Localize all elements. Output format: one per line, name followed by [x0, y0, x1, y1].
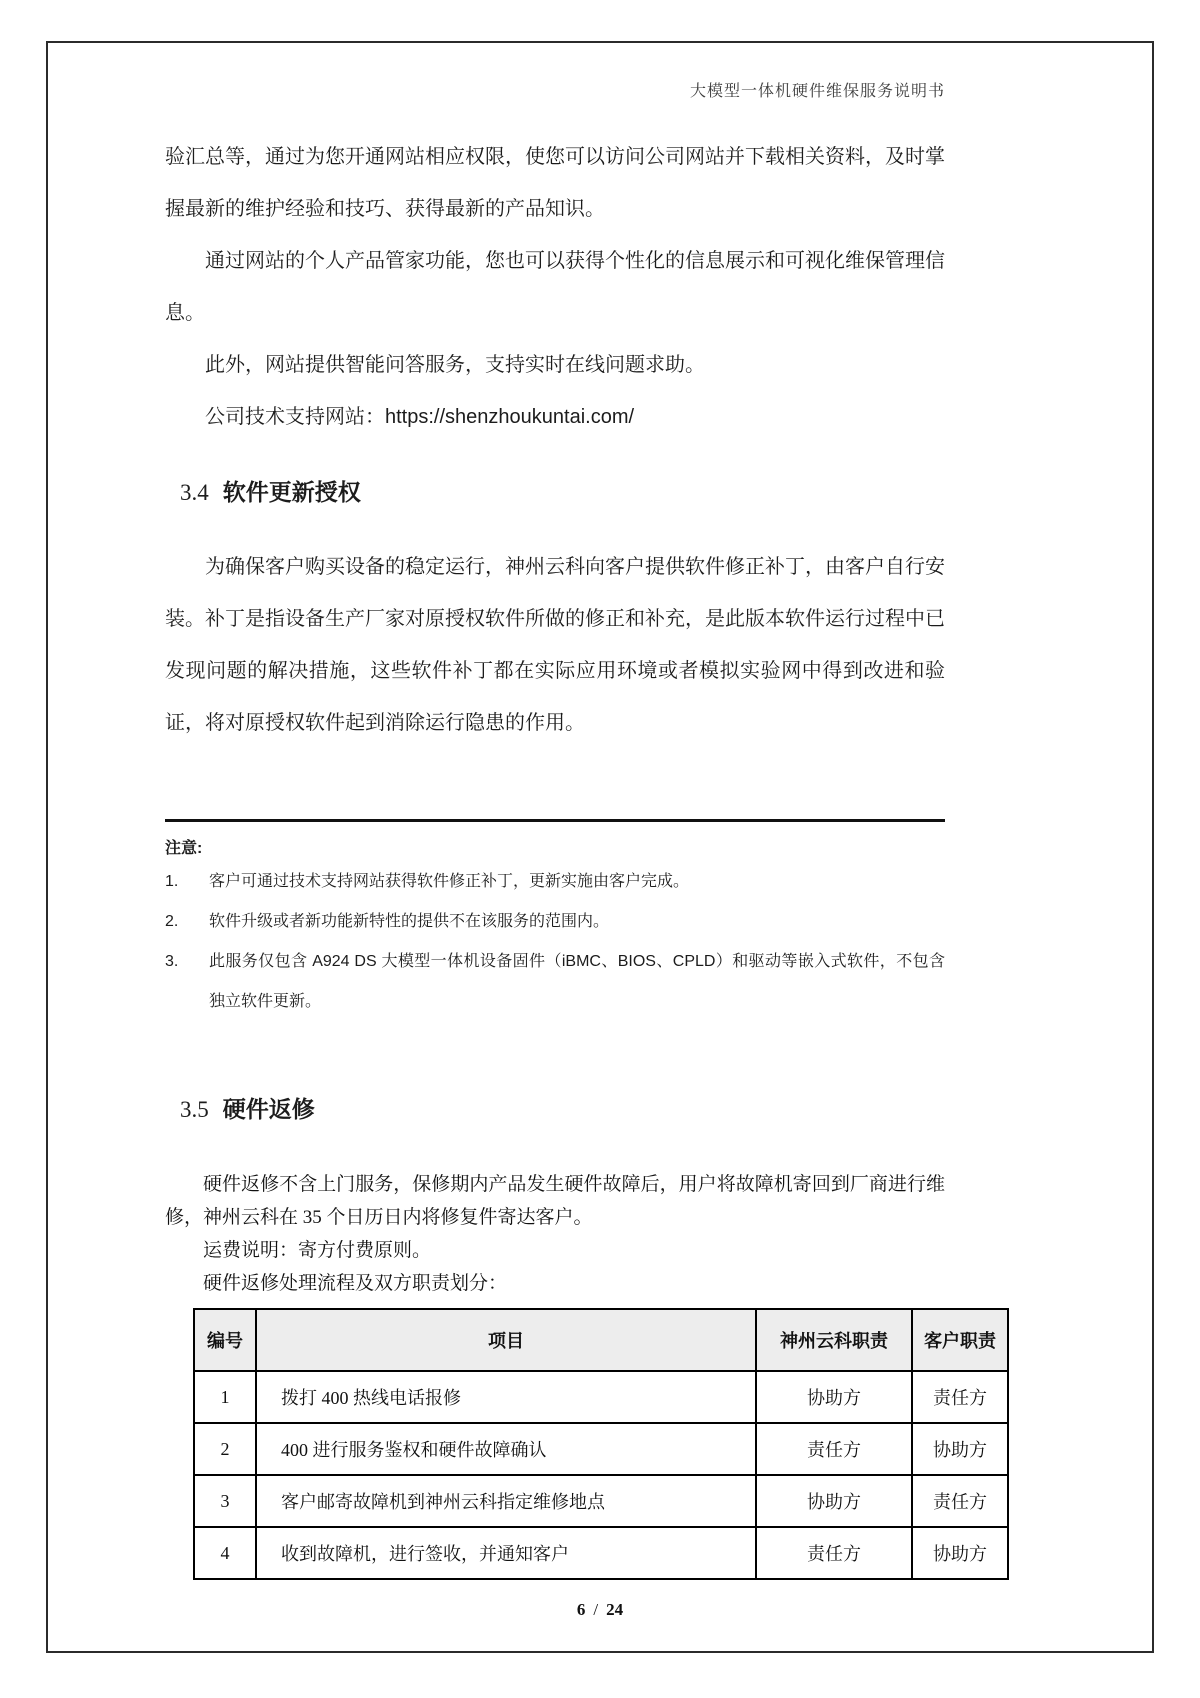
cell-customer-role: 协助方: [912, 1423, 1008, 1475]
cell-vendor-role: 协助方: [756, 1371, 912, 1423]
page-content: [165, 0, 996, 1580]
note-text: 客户可通过技术支持网站获得软件修正补丁，更新实施由客户完成。: [209, 873, 690, 890]
note-item: [165, 902, 945, 942]
cell-number: 3: [194, 1475, 256, 1527]
cell-vendor-role: 协助方: [756, 1475, 912, 1527]
table-row: [194, 1527, 1008, 1579]
section-3-5-body: 硬件返修不含上门服务，保修期内产品发生硬件故障后，用户将故障机寄回到厂商进行维修，神州云科在 35 个日历日内将修复件寄达客户。: [165, 1174, 945, 1228]
current-page: 6: [576, 1600, 586, 1619]
cell-number: 4: [194, 1527, 256, 1579]
cell-vendor-role: 责任方: [756, 1423, 912, 1475]
note-text: 软件升级或者新功能新特性的提供不在该服务的范围内。: [209, 913, 610, 930]
cell-number: 1: [194, 1371, 256, 1423]
note-number: 2.: [165, 913, 179, 930]
section-heading-3-4: [180, 475, 945, 509]
note-text: 此服务仅包含 A924 DS 大模型一体机设备固件（iBMC、BIOS、CPLD）和驱动等嵌入式软件，不包含独立软件更新。: [209, 953, 945, 1010]
intro-paragraph-1: 验汇总等，通过为您开通网站相应权限，使您可以访问公司网站并下载相关资料，及时掌握最新的维护经验和技巧、获得最新的产品知识。: [165, 146, 945, 220]
support-site-label: 公司技术支持网站：: [205, 406, 385, 428]
responsibility-table: [193, 1308, 1009, 1580]
cell-item: 400 进行服务鉴权和硬件故障确认: [256, 1423, 756, 1475]
page-header: 大模型一体机硬件维保服务说明书: [689, 83, 945, 100]
total-pages: 24: [606, 1600, 624, 1619]
page-separator: /: [593, 1600, 599, 1619]
shipping-note: 运费说明：寄方付费原则。: [203, 1240, 432, 1261]
section-heading-3-5: [180, 1092, 945, 1126]
header-cell-number: 编号: [194, 1309, 256, 1371]
table-row: [194, 1423, 1008, 1475]
page-number: [0, 1600, 1200, 1620]
section-number: 3.5: [180, 1097, 209, 1122]
note-number: 1.: [165, 873, 179, 890]
support-site-line: [165, 391, 945, 443]
intro-paragraph-2: 通过网站的个人产品管家功能，您也可以获得个性化的信息展示和可视化维保管理信息。: [165, 250, 945, 324]
table-row: [194, 1371, 1008, 1423]
divider-line: [165, 819, 945, 822]
note-number: 3.: [165, 953, 179, 970]
table-header-row: [194, 1309, 1008, 1371]
header-cell-item: 项目: [256, 1309, 756, 1371]
table-intro: 硬件返修处理流程及双方职责划分：: [203, 1273, 508, 1294]
header-cell-customer: 客户职责: [912, 1309, 1008, 1371]
cell-customer-role: 责任方: [912, 1475, 1008, 1527]
note-label: 注意:: [165, 840, 203, 857]
section-3-4-body: 为确保客户购买设备的稳定运行，神州云科向客户提供软件修正补丁，由客户自行安装。补丁是指设备生产厂家对原授权软件所做的修正和补充，是此版本软件运行过程中已发现问题的解决措施，这些软件补丁都在实际应用环境或者模拟实验网中得到改进和验证，将对原授权软件起到消除运行隐患的作用。: [165, 556, 945, 734]
cell-number: 2: [194, 1423, 256, 1475]
cell-item: 客户邮寄故障机到神州云科指定维修地点: [256, 1475, 756, 1527]
cell-customer-role: 责任方: [912, 1371, 1008, 1423]
cell-item: 收到故障机，进行签收，并通知客户: [256, 1527, 756, 1579]
support-website-url: https://shenzhoukuntai.com/: [385, 406, 635, 428]
header-cell-vendor: 神州云科职责: [756, 1309, 912, 1371]
cell-item: 拨打 400 热线电话报修: [256, 1371, 756, 1423]
note-item: [165, 862, 945, 902]
cell-customer-role: 协助方: [912, 1527, 1008, 1579]
intro-paragraph-3: 此外，网站提供智能问答服务，支持实时在线问题求助。: [205, 354, 705, 376]
section-title: 软件更新授权: [222, 479, 361, 505]
note-item: [165, 942, 945, 1022]
table-row: [194, 1475, 1008, 1527]
cell-vendor-role: 责任方: [756, 1527, 912, 1579]
section-title: 硬件返修: [222, 1096, 315, 1122]
section-number: 3.4: [180, 480, 209, 505]
